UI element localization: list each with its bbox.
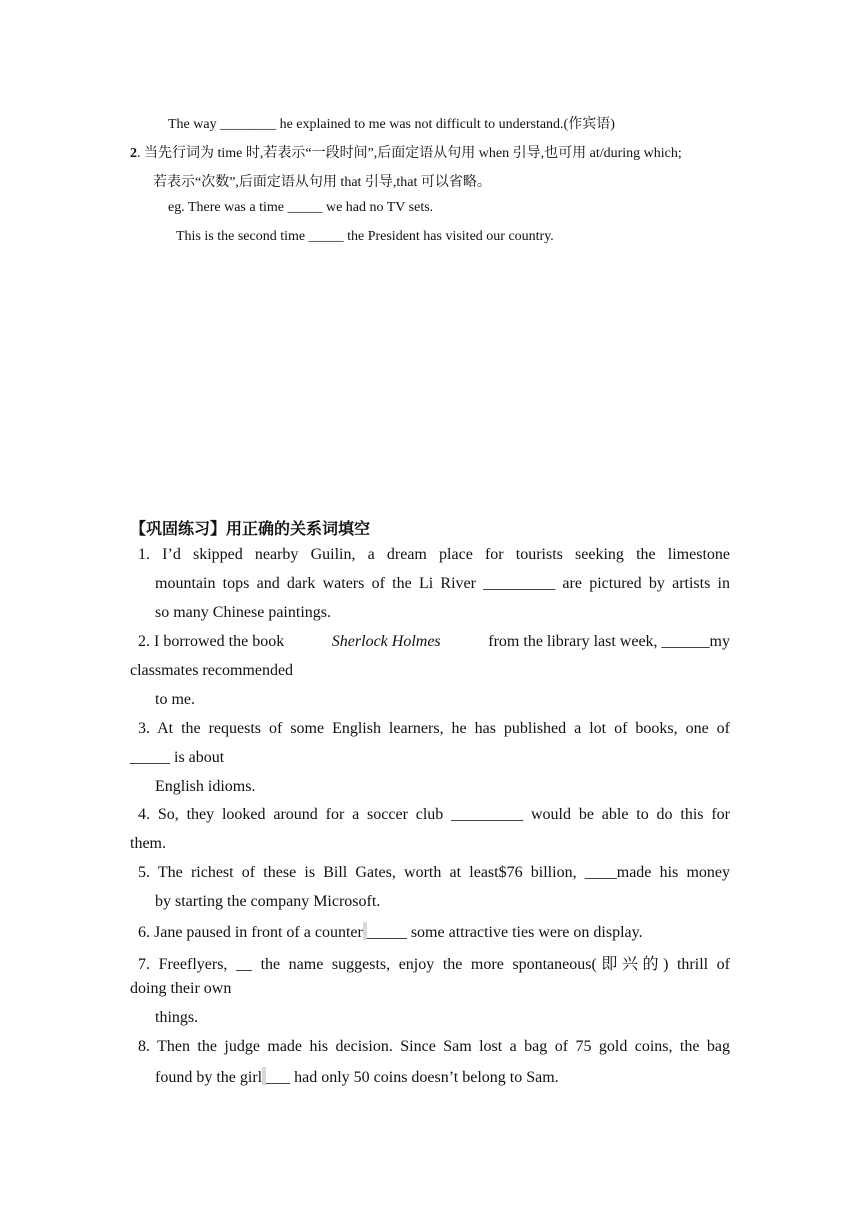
- question-7-line-2: doing their own: [130, 980, 232, 997]
- question-8-part-b: ___ had only 50 coins doesn’t belong to Sam.: [266, 1069, 559, 1086]
- question-8-line-2: [155, 1067, 559, 1087]
- example-eg-2: This is the second time _____ the President has visited our country.: [176, 229, 554, 244]
- question-4-line-1: 4. So, they looked around for a soccer club _________ would be able to do this for: [138, 806, 730, 823]
- question-2-line-3: to me.: [155, 691, 195, 708]
- rule-2-line-1: [130, 142, 682, 162]
- question-2-suffix: from the library last week, ______my: [488, 633, 730, 650]
- question-5-line-2: by starting the company Microsoft.: [155, 893, 381, 910]
- question-8-part-a: found by the girl: [155, 1069, 263, 1086]
- example-sentence-the-way: The way ________ he explained to me was not difficult to understand.(作宾语): [168, 117, 615, 132]
- question-8-line-1: 8. Then the judge made his decision. Since Sam lost a bag of 75 gold coins, the bag: [138, 1038, 730, 1055]
- example-eg-1: eg. There was a time _____ we had no TV sets.: [168, 200, 434, 215]
- question-1-line-2: mountain tops and dark waters of the Li River _________ are pictured by artists in: [155, 575, 730, 592]
- rule-2-line-2: 若表示“次数”,后面定语从句用 that 引导,that 可以省略。: [153, 175, 491, 190]
- question-1-line-3: so many Chinese paintings.: [155, 604, 331, 621]
- question-6-part-b: _____ some attractive ties were on display.: [366, 924, 643, 941]
- rule-2-text: . 当先行词为 time 时,若表示“一段时间”,后面定语从句用 when 引导,也可用 at/during which;: [137, 146, 682, 161]
- question-6-part-a: 6. Jane paused in front of a counter: [138, 924, 363, 941]
- question-4-line-2: them.: [130, 835, 166, 852]
- question-2-prefix: 2. I borrowed the book: [138, 633, 285, 650]
- question-7-line-1: 7. Freeflyers, __ the name suggests, enjoy the more spontaneous(即兴的) thrill of: [138, 956, 730, 973]
- question-3-line-3: English idioms.: [155, 778, 256, 795]
- exercise-heading: 【巩固练习】用正确的关系词填空: [130, 519, 371, 538]
- question-2-line-2: classmates recommended: [130, 662, 294, 679]
- question-3-line-1: 3. At the requests of some English learners, he has published a lot of books, one of: [138, 720, 730, 737]
- question-1-line-1: 1. I’d skipped nearby Guilin, a dream place for tourists seeking the limestone: [138, 546, 730, 563]
- question-3-line-2: _____ is about: [130, 749, 225, 766]
- book-title: Sherlock Holmes: [331, 633, 441, 650]
- rule-number: 2: [130, 146, 137, 161]
- question-7-line-3: things.: [155, 1009, 199, 1026]
- question-2-line-1: [138, 633, 730, 651]
- question-6: [138, 922, 643, 942]
- question-5-line-1: 5. The richest of these is Bill Gates, worth at least$76 billion, ____made his money: [138, 864, 730, 881]
